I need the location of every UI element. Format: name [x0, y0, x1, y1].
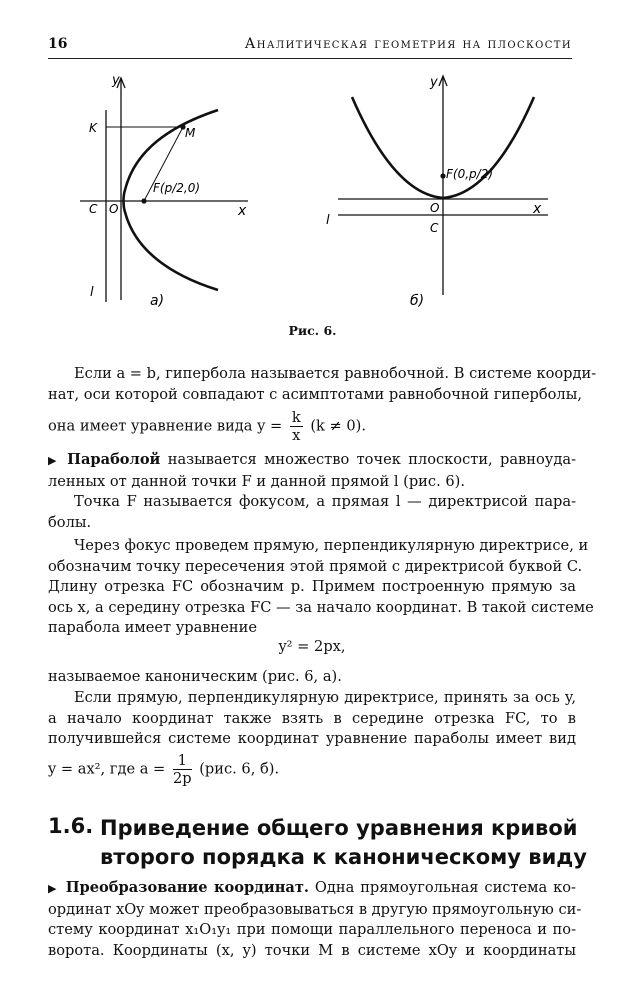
paragraph-alternate-form: [48, 688, 576, 787]
subfigure-b-label: б): [410, 293, 425, 309]
text-line: Если прямую, перпендикулярную директрисе, принять за ось y,: [74, 689, 576, 706]
text-fragment: называется множество точек плоскости, равноуда-: [167, 451, 576, 468]
fraction-denominator: 2p: [172, 769, 192, 787]
origin-label: O: [109, 202, 119, 216]
fraction-denominator: x: [292, 427, 301, 445]
section-title-line: Приведение общего уравнения кривой: [100, 816, 578, 840]
text-line: нат, оси которой совпадают с асимптотами равнобочной гиперболы,: [48, 385, 582, 403]
text-line: Точка F называется фокусом, а прямая l — директрисой пара-: [74, 493, 576, 510]
focus-dot: [440, 173, 445, 178]
y-axis-label: y: [430, 75, 438, 90]
text-line: [48, 450, 576, 472]
text-line: а начало координат также взять в середине отрезка FC, то в: [48, 709, 576, 727]
fraction-k-over-x: [290, 409, 303, 444]
focus-dot: [141, 198, 146, 203]
figure-6b: [338, 76, 548, 295]
fraction-numerator: 1: [173, 752, 192, 770]
text-fragment: она имеет уравнение вида y =: [48, 417, 283, 435]
text-line: болы.: [48, 513, 92, 531]
fraction-numerator: k: [291, 409, 301, 427]
x-axis-label: x: [533, 201, 542, 217]
text-line: [48, 878, 576, 900]
text-line: Длину отрезка FC обозначим p. Примем построенную прямую за: [48, 578, 576, 596]
text-line: ординат xOy может преобразовываться в другую прямоугольную си-: [48, 900, 582, 918]
triangle-marker-icon: ▶: [48, 454, 60, 467]
text-line: стему координат x₁O₁y₁ при помощи параллельного переноса и по-: [48, 921, 576, 939]
fraction-1-over-2p: [173, 752, 192, 787]
section-title-line: второго порядка к каноническому виду: [100, 845, 587, 869]
page-number: 16: [48, 36, 68, 52]
text-line: получившейся системе координат уравнение параболы имеет вид: [48, 730, 576, 748]
text-line: ленных от данной точки F и данной прямой l (рис. 6).: [48, 472, 465, 490]
figure-caption: Рис. 6.: [288, 323, 337, 338]
text-line: ось x, а середину отрезка FC — за начало координат. В такой системе: [48, 598, 594, 616]
point-c-label: C: [89, 202, 98, 216]
line-l-label: l: [326, 213, 330, 228]
text-line-with-fraction: [48, 752, 576, 787]
y-axis-label: y: [112, 73, 120, 88]
paragraph-construction: [48, 536, 594, 639]
paragraph-focus-directrix: [48, 492, 576, 533]
text-line: Через фокус проведем прямую, перпендикулярную директрисе, и: [74, 537, 589, 554]
point-m-label: M: [185, 126, 196, 140]
point-k-label: K: [89, 121, 97, 135]
text-fragment: (k ≠ 0).: [310, 417, 367, 435]
focus-label: F(p/2,0): [153, 181, 201, 195]
parabola-curve: [124, 110, 219, 290]
text-fragment: Одна прямоугольная система ко-: [314, 879, 576, 896]
text-line: Если a = b, гипербола называется равнобочной. В системе коорди-: [74, 365, 597, 382]
paragraph-canonical: [48, 667, 576, 688]
paragraph-hyperbola: [48, 364, 597, 445]
term-parabola: Параболой: [67, 451, 161, 468]
text-line-with-fraction: [48, 409, 576, 444]
section-number: 1.6.: [48, 814, 94, 838]
paragraph-coordinate-transform: [48, 878, 582, 961]
running-title: Аналитическая геометрия на плоскости: [244, 36, 572, 52]
text-line: парабола имеет уравнение: [48, 619, 258, 637]
x-axis-label: x: [238, 203, 247, 219]
text-line: называемое каноническим (рис. 6, а).: [48, 668, 342, 685]
line-l-label: l: [90, 285, 94, 300]
text-fragment: (рис. 6, б).: [199, 760, 280, 778]
point-c-label: C: [430, 221, 439, 235]
focus-label: F(0,p/2): [446, 167, 494, 181]
text-line: ворота. Координаты (x, y) точки M в системе xOy и координаты: [48, 941, 576, 959]
origin-label: O: [430, 201, 440, 215]
equation-canonical: y² = 2px,: [278, 638, 346, 655]
text-fragment: y = ax², где a =: [48, 760, 166, 778]
text-line: обозначим точку пересечения этой прямой с директрисой буквой C.: [48, 557, 583, 575]
figure-6: [0, 0, 625, 330]
term-coordinate-transform: Преобразование координат.: [65, 879, 309, 896]
paragraph-parabola-definition: [48, 450, 576, 492]
subfigure-a-label: а): [150, 293, 165, 309]
section-title: [100, 814, 587, 872]
triangle-marker-icon: ▶: [48, 882, 58, 895]
